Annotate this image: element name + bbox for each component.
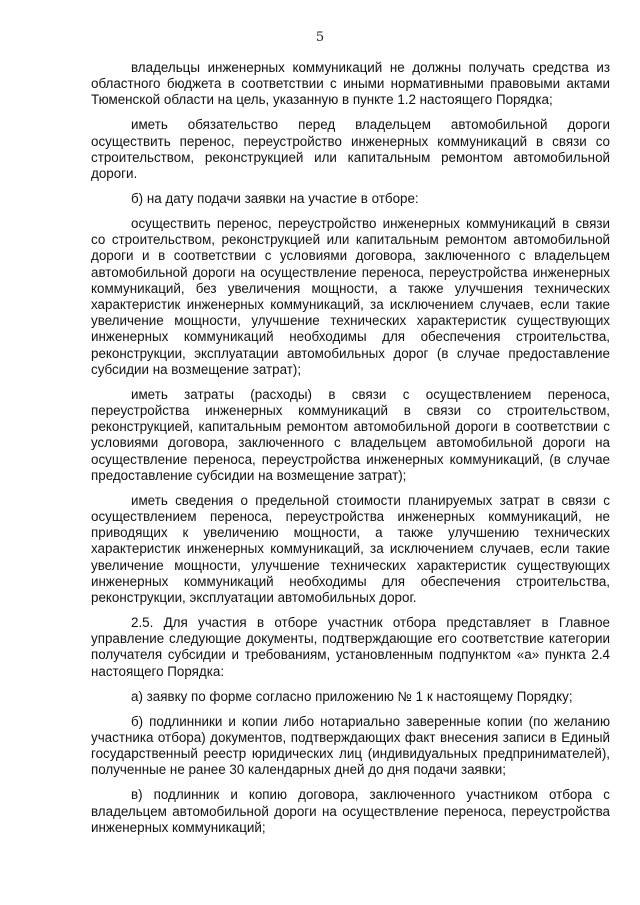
paragraph-expenses: иметь затраты (расходы) в связи с осуществлением переноса, переустройства инженерных коммуникаций в связи со строительством, реконструкцией, капитальным ремонтом автомобильной дороги в соответствии с условиями договора, заключенного с владельцем автомобильной дороги на осуществление переноса, переустройства инженерных коммуникаций, (в случае предоставление субсидии на возмещение затрат); bbox=[91, 386, 610, 483]
page-number: 5 bbox=[315, 30, 325, 45]
paragraph-owners-no-funds: владельцы инженерных коммуникаций не должны получать средства из областного бюджета в соответствии с иными нормативными правовыми актами Тюменской области на цель, указанную в пункте 1.2 настоящего Порядка; bbox=[91, 60, 610, 108]
document-body bbox=[91, 60, 610, 845]
paragraph-item-b: б) подлинники и копии либо нотариально заверенные копии (по желанию участника отбора) документов, подтверждающих факт внесения записи в Единый государственный реестр юридических лиц (индивидуальных предпринимателей), полученные не ранее 30 календарных дней до дня подачи заявки; bbox=[91, 713, 610, 778]
paragraph-item-c: в) подлинник и копию договора, заключенного участником отбора с владельцем автомобильной дороги на осуществление переноса, переустройства инженерных коммуникаций; bbox=[91, 787, 610, 835]
paragraph-subsection-b: б) на дату подачи заявки на участие в отборе: bbox=[131, 191, 419, 207]
paragraph-cost-info: иметь сведения о предельной стоимости планируемых затрат в связи с осуществлением переноса, переустройства инженерных коммуникаций, не приводящих к увеличению мощности, а также улучшению технических характеристик инженерных коммуникаций, за исключением случаев, если такие увеличение мощности, улучшение технических характеристик существующих инженерных коммуникаций необходимы для обеспечения строительства, реконструкции, эксплуатации автомобильных дорог. bbox=[91, 492, 610, 606]
paragraph-obligation: иметь обязательство перед владельцем автомобильной дороги осуществить перенос, переустройство инженерных коммуникаций в связи со строительством, реконструкцией или капитальным ремонтом автомобильной дороги. bbox=[91, 117, 610, 182]
paragraph-relocation-done: осуществить перенос, переустройство инженерных коммуникаций в связи со строительством, реконструкцией или капитальным ремонтом автомобильной дороги и в соответствии с условиями договора, заключенного с владельцем автомобильной дороги на осуществление переноса, переустройства инженерных коммуникаций, без увеличения мощности, а также улучшения технических характеристик инженерных коммуникаций, за исключением случаев, если такие увеличение мощности, улучшение технических характеристик существующих инженерных коммуникаций необходимы для обеспечения строительства, реконструкции, эксплуатации автомобильных дорог (в случае предоставление субсидии на возмещение затрат); bbox=[91, 216, 610, 377]
paragraph-item-a: а) заявку по форме согласно приложению № 1 к настоящему Порядку; bbox=[131, 688, 573, 704]
paragraph-section-2-5: 2.5. Для участия в отборе участник отбора представляет в Главное управление следующие документы, подтверждающие его соответствие категории получателя субсидии и требованиям, установленным подпунктом «а» пункта 2.4 настоящего Порядка: bbox=[91, 615, 610, 679]
